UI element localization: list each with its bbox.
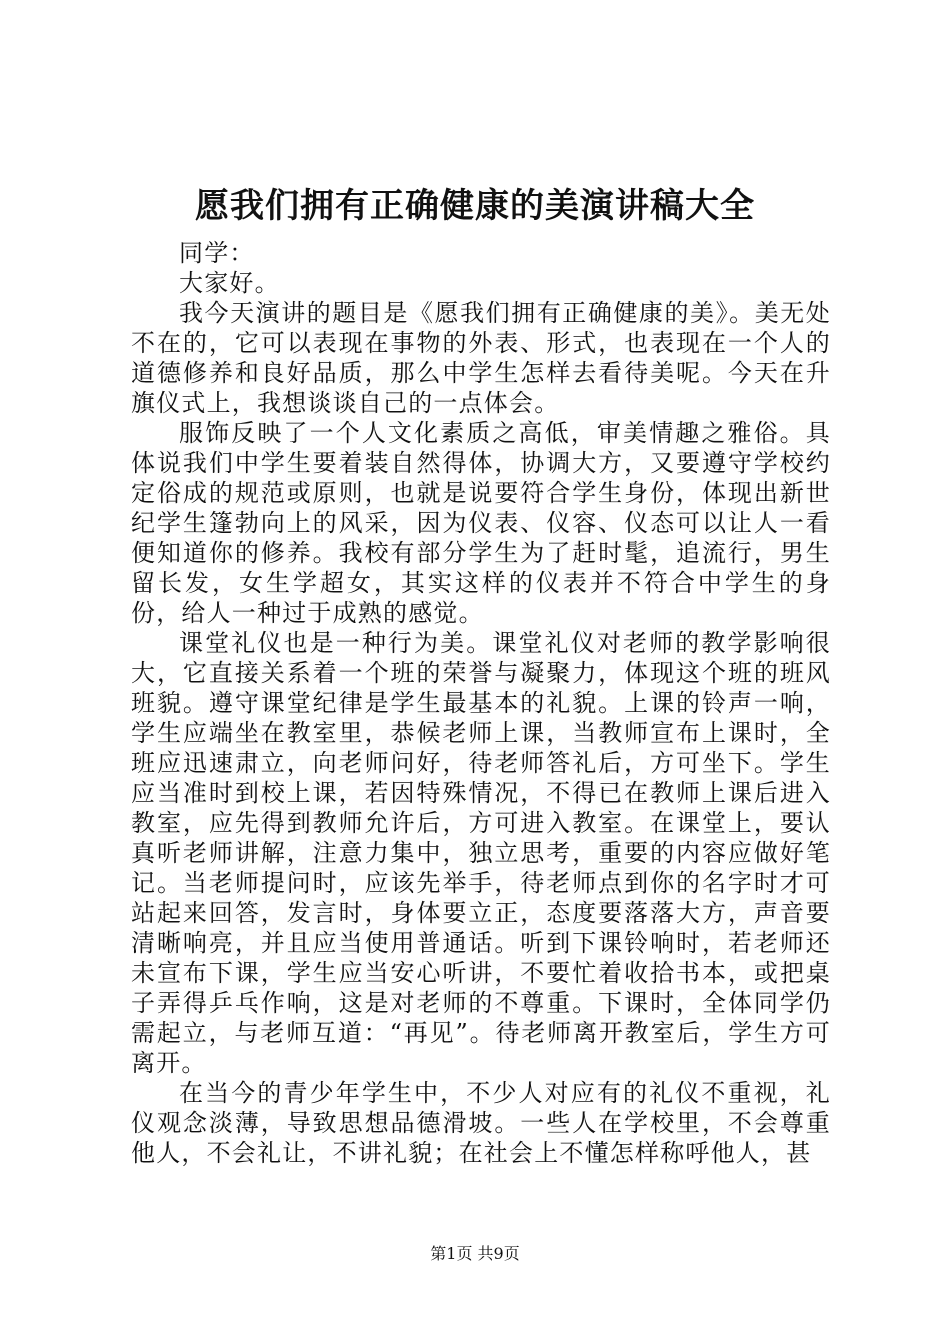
paragraph-clothing: 服饰反映了一个人文化素质之高低，审美情趣之雅俗。具体说我们中学生要着装自然得体，协调大方，又要遵守学校约定俗成的规范或原则，也就是说要符合学生身份，体现出新世纪学生篷勃向上的风采，因为仪表、仪容、仪态可以让人一看便知道你的修养。我校有部分学生为了赶时髦，追流行，男生留长发，女生学超女，其实这样的仪表并不符合中学生的身份，给人一种过于成熟的感觉。 [131,419,831,627]
document-body [131,238,831,1168]
salutation: 同学： [179,239,255,267]
paragraph-youth-etiquette: 在当今的青少年学生中，不少人对应有的礼仪不重视，礼仪观念淡薄，导致思想品德滑坡。一些人在学校里，不会尊重他人，不会礼让，不讲礼貌；在社会上不懂怎样称呼他人，甚 [131,1079,831,1167]
paragraph-intro: 我今天演讲的题目是《愿我们拥有正确健康的美》。美无处不在的，它可以表现在事物的外表、形式，也表现在一个人的道德修养和良好品质，那么中学生怎样去看待美呢。今天在升旗仪式上，我想谈谈自己的一点体会。 [131,299,831,417]
paragraph-classroom-etiquette: 课堂礼仪也是一种行为美。课堂礼仪对老师的教学影响很大，它直接关系着一个班的荣誉与凝聚力，体现这个班的班风班貌。遵守课堂纪律是学生最基本的礼貌。上课的铃声一响，学生应端坐在教室里，恭候老师上课，当教师宣布上课时，全班应迅速肃立，向老师问好，待老师答礼后，方可坐下。学生应当准时到校上课，若因特殊情况，不得已在教师上课后进入教室，应先得到教师允许后，方可进入教室。在课堂上，要认真听老师讲解，注意力集中，独立思考，重要的内容应做好笔记。当老师提问时，应该先举手，待老师点到你的名字时才可站起来回答，发言时，身体要立正，态度要落落大方，声音要清晰响亮，并且应当使用普通话。听到下课铃响时，若老师还未宣布下课，学生应当安心听讲，不要忙着收拾书本，或把桌子弄得乒乓作响，这是对老师的不尊重。下课时，全体同学仍需起立，与老师互道：“再见”。待老师离开教室后，学生方可离开。 [131,629,831,1077]
greeting: 大家好。 [179,269,280,297]
document-title: 愿我们拥有正确健康的美演讲稿大全 [195,186,755,226]
page-number-footer: 第1页 共9页 [430,1244,520,1263]
